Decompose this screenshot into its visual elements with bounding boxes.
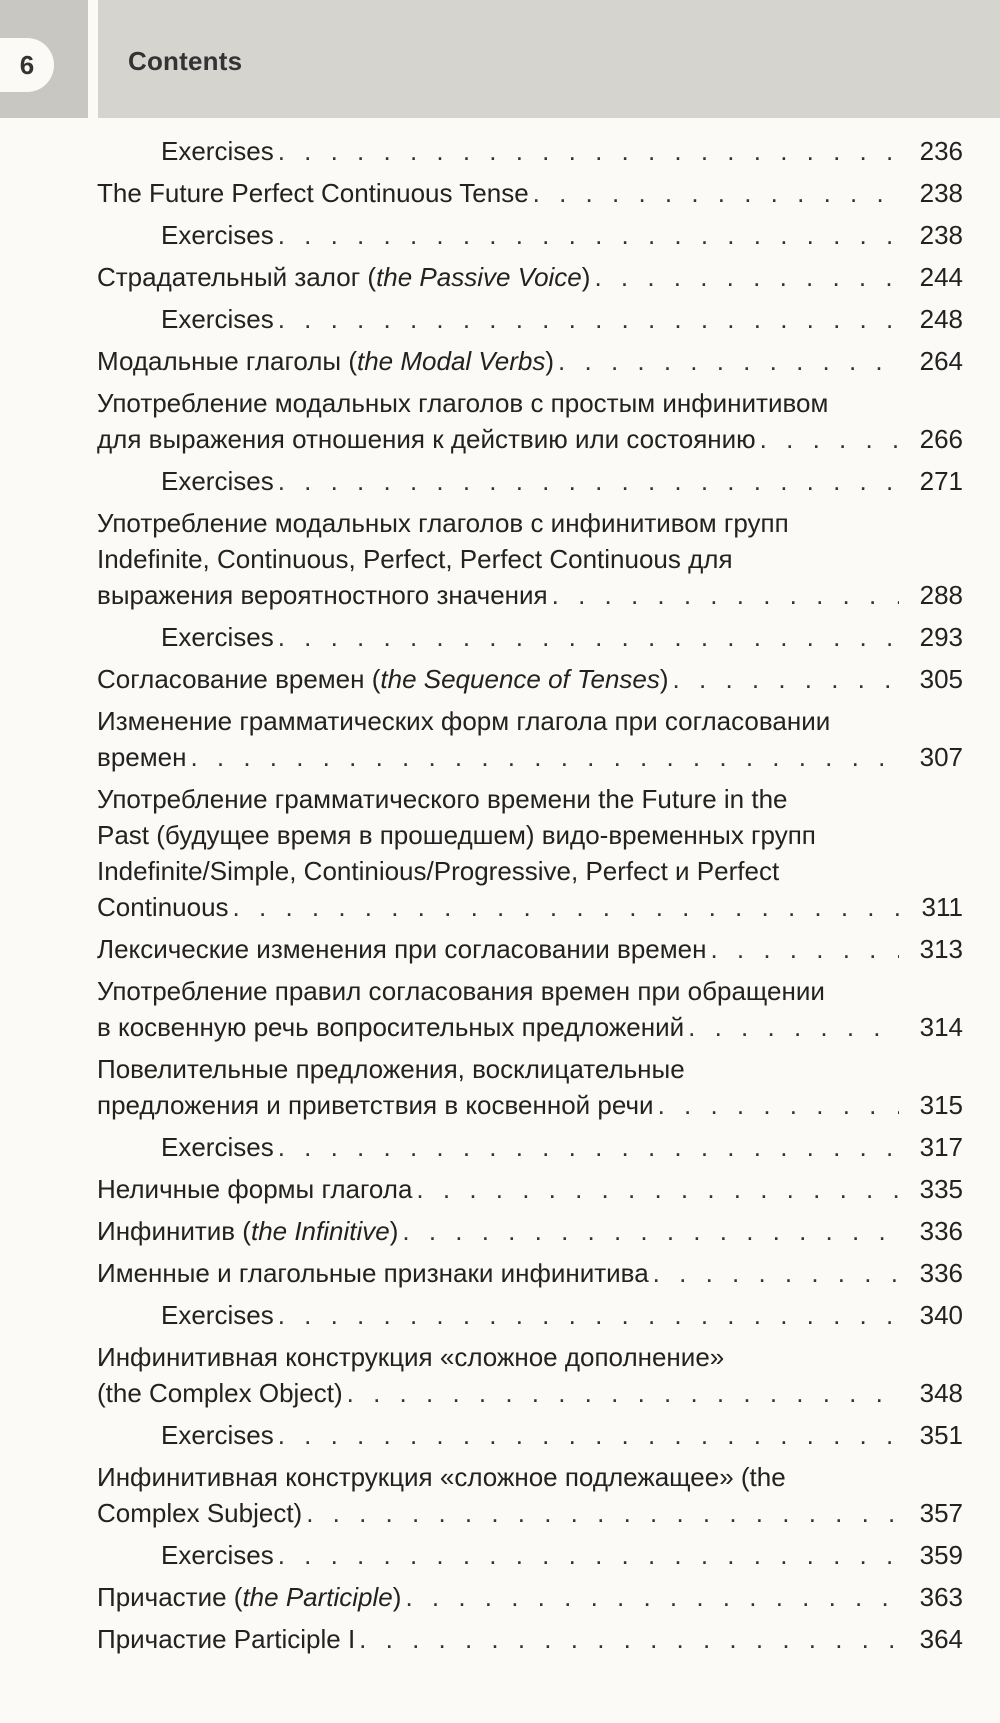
toc-page-number: 348: [919, 1378, 963, 1408]
dot-leaders: [416, 1171, 899, 1207]
toc-entry-title-suffix: ): [545, 346, 555, 376]
toc-entry-title-english: the Modal Verbs: [357, 346, 546, 376]
toc-subentry[interactable]: [97, 1129, 963, 1165]
toc-entry-title: Exercises: [161, 1420, 274, 1450]
toc-subentry[interactable]: [97, 217, 963, 253]
toc-entry-last-line: [97, 1171, 903, 1207]
dot-leaders: [653, 1255, 899, 1291]
toc-entry-title-prefix: Согласование времен (: [97, 664, 381, 694]
toc-page-number: 335: [919, 1174, 963, 1204]
toc-entry-title: [97, 259, 590, 295]
toc-entry-title-english: the Passive Voice: [376, 262, 582, 292]
toc-entry-title: [97, 661, 669, 697]
toc-entry-title: [97, 343, 554, 379]
dot-leaders: [278, 217, 899, 253]
toc-entry-title: Complex Subject): [97, 1498, 303, 1528]
toc-subentry[interactable]: [97, 619, 963, 655]
toc-entry[interactable]: [97, 781, 963, 925]
toc-entry-title: времен: [97, 742, 187, 772]
toc-subentry[interactable]: [97, 463, 963, 499]
toc-entry-title-suffix: ): [581, 262, 591, 292]
toc-entry-last-line: [161, 1417, 903, 1453]
dot-leaders: [347, 1375, 899, 1411]
dot-leaders: [760, 421, 899, 457]
toc-entry-title: (the Complex Object): [97, 1378, 343, 1408]
toc-entry-title: для выражения отношения к действию или состоянию: [97, 424, 756, 454]
toc-page-number: 313: [919, 934, 963, 964]
toc-entry-last-line: [97, 577, 903, 613]
toc-page-number: 340: [919, 1300, 963, 1330]
toc-entry-title: Причастие Participle I: [97, 1624, 356, 1654]
toc-entry-title-prefix: Страдательный залог (: [97, 262, 377, 292]
toc-page-number: 244: [919, 262, 963, 292]
toc-entry[interactable]: [97, 1621, 963, 1657]
table-of-contents: [97, 133, 963, 1663]
dot-leaders: [278, 1129, 899, 1165]
toc-entry-title: Лексические изменения при согласовании времен: [97, 934, 707, 964]
toc-page-number: 238: [919, 220, 963, 250]
toc-entry-last-line: [161, 133, 903, 169]
toc-entry-last-line: [97, 175, 903, 211]
dot-leaders: [278, 619, 899, 655]
toc-entry[interactable]: [97, 175, 963, 211]
toc-page-number: 359: [919, 1540, 963, 1570]
toc-subentry[interactable]: [97, 1417, 963, 1453]
toc-entry-line: Инфинитивная конструкция «сложное дополнение»: [97, 1342, 725, 1372]
toc-page-number: 293: [919, 622, 963, 652]
toc-entry-title: Exercises: [161, 304, 274, 334]
toc-entry-title: [97, 1579, 401, 1615]
toc-page-number: 311: [921, 892, 963, 922]
toc-entry-last-line: [97, 661, 903, 697]
toc-entry-last-line: [161, 1129, 903, 1165]
toc-entry-last-line: [161, 217, 903, 253]
toc-page-number: 271: [919, 466, 963, 496]
dot-leaders: [278, 1297, 899, 1333]
toc-subentry[interactable]: [97, 1537, 963, 1573]
toc-entry-line: Изменение грамматических форм глагола при согласовании: [97, 706, 831, 736]
toc-entry[interactable]: [97, 1051, 963, 1123]
toc-entry-last-line: [97, 1255, 903, 1291]
toc-entry[interactable]: [97, 703, 963, 775]
toc-entry-line: Употребление модальных глаголов с инфинитивом групп: [97, 508, 789, 538]
dot-leaders: [710, 931, 899, 967]
toc-entry-title: Exercises: [161, 220, 274, 250]
toc-entry-last-line: [97, 1621, 903, 1657]
toc-entry[interactable]: [97, 973, 963, 1045]
toc-entry[interactable]: [97, 1579, 963, 1615]
toc-entry-title: Exercises: [161, 1540, 274, 1570]
toc-entry-title-suffix: ): [659, 664, 669, 694]
toc-entry[interactable]: [97, 1171, 963, 1207]
toc-page-number: 305: [919, 664, 963, 694]
toc-entry-last-line: [97, 259, 903, 295]
dot-leaders: [533, 175, 899, 211]
toc-entry-last-line: [97, 739, 903, 775]
toc-entry[interactable]: [97, 931, 963, 967]
toc-entry-line: Употребление модальных глаголов с простым инфинитивом: [97, 388, 829, 418]
toc-entry-title: Неличные формы глагола: [97, 1174, 413, 1204]
toc-entry-last-line: [97, 1009, 903, 1045]
toc-page-number: 336: [919, 1216, 963, 1246]
toc-entry-title-english: the Sequence of Tenses: [380, 664, 660, 694]
toc-entry[interactable]: [97, 1339, 963, 1411]
toc-entry-title-prefix: Модальные глаголы (: [97, 346, 357, 376]
page-number: 6: [0, 38, 54, 92]
toc-page-number: 315: [919, 1090, 963, 1120]
toc-entry-title: Exercises: [161, 622, 274, 652]
toc-entry-title: в косвенную речь вопросительных предложений: [97, 1012, 685, 1042]
toc-entry[interactable]: [97, 259, 963, 295]
toc-entry-title: предложения и приветствия в косвенной речи: [97, 1090, 654, 1120]
toc-entry[interactable]: [97, 1213, 963, 1249]
toc-entry[interactable]: [97, 1255, 963, 1291]
toc-entry-line: Indefinite, Continuous, Perfect, Perfect Continuous для: [97, 544, 733, 574]
toc-entry-last-line: [97, 889, 903, 925]
toc-entry-line: Past (будущее время в прошедшем) видо-временных групп: [97, 820, 816, 850]
toc-entry-title-suffix: ): [389, 1216, 399, 1246]
toc-page-number: 336: [919, 1258, 963, 1288]
toc-entry-last-line: [161, 1537, 903, 1573]
toc-entry-title: Exercises: [161, 466, 274, 496]
toc-page-number: 357: [919, 1498, 963, 1528]
dot-leaders: [233, 889, 899, 925]
toc-entry-title-prefix: Инфинитив (: [97, 1216, 251, 1246]
toc-entry-last-line: [97, 1375, 903, 1411]
toc-entry-title-prefix: Причастие (: [97, 1582, 243, 1612]
toc-page-number: 264: [919, 346, 963, 376]
toc-entry-last-line: [97, 931, 903, 967]
toc-entry-last-line: [97, 1495, 903, 1531]
toc-entry[interactable]: [97, 505, 963, 613]
toc-page-number: 314: [919, 1012, 963, 1042]
toc-entry-title: выражения вероятностного значения: [97, 580, 548, 610]
toc-entry-title-suffix: ): [392, 1582, 402, 1612]
toc-page-number: 248: [919, 304, 963, 334]
toc-page-number: 266: [919, 424, 963, 454]
toc-entry-line: Indefinite/Simple, Continious/Progressive, Perfect и Perfect: [97, 856, 780, 886]
toc-entry-title: Exercises: [161, 136, 274, 166]
toc-entry[interactable]: [97, 385, 963, 457]
toc-entry-last-line: [161, 463, 903, 499]
toc-entry-last-line: [97, 1087, 903, 1123]
toc-entry-line: Употребление грамматического времени the Future in the: [97, 784, 788, 814]
toc-page-number: 288: [919, 580, 963, 610]
toc-entry-last-line: [97, 1213, 903, 1249]
dot-leaders: [359, 1621, 899, 1657]
dot-leaders: [278, 1417, 899, 1453]
toc-entry-line: Употребление правил согласования времен при обращении: [97, 976, 825, 1006]
dot-leaders: [306, 1495, 899, 1531]
toc-entry-title-english: the Infinitive: [250, 1216, 390, 1246]
dot-leaders: [278, 463, 899, 499]
dot-leaders: [278, 301, 899, 337]
toc-entry-title: Именные и глагольные признаки инфинитива: [97, 1258, 649, 1288]
dot-leaders: [688, 1009, 899, 1045]
toc-entry-last-line: [97, 1579, 903, 1615]
toc-entry-line: Инфинитивная конструкция «сложное подлежащее» (the: [97, 1462, 786, 1492]
dot-leaders: [673, 661, 899, 697]
toc-entry-title: [97, 1213, 398, 1249]
toc-page-number: 307: [919, 742, 963, 772]
toc-entry-last-line: [97, 421, 903, 457]
toc-page-number: 351: [919, 1420, 963, 1450]
dot-leaders: [190, 739, 899, 775]
dot-leaders: [278, 133, 899, 169]
toc-page-number: 363: [919, 1582, 963, 1612]
toc-entry-last-line: [161, 1297, 903, 1333]
dot-leaders: [405, 1579, 899, 1615]
toc-entry-title-english: the Participle: [242, 1582, 393, 1612]
toc-page-number: 236: [919, 136, 963, 166]
toc-entry-line: Повелительные предложения, восклицательные: [97, 1054, 685, 1084]
section-title: Contents: [128, 46, 243, 76]
dot-leaders: [558, 343, 899, 379]
toc-entry-last-line: [97, 343, 903, 379]
toc-subentry[interactable]: [97, 1297, 963, 1333]
toc-page-number: 317: [919, 1132, 963, 1162]
toc-subentry[interactable]: [97, 133, 963, 169]
toc-entry[interactable]: [97, 1459, 963, 1531]
toc-entry-last-line: [161, 619, 903, 655]
toc-page-number: 238: [919, 178, 963, 208]
toc-entry-title: Continuous: [97, 892, 229, 922]
toc-page-number: 364: [919, 1624, 963, 1654]
toc-entry[interactable]: [97, 661, 963, 697]
toc-subentry[interactable]: [97, 301, 963, 337]
toc-entry[interactable]: [97, 343, 963, 379]
toc-entry-title: The Future Perfect Continuous Tense: [97, 178, 529, 208]
dot-leaders: [658, 1087, 899, 1123]
dot-leaders: [278, 1537, 899, 1573]
toc-entry-title: Exercises: [161, 1300, 274, 1330]
dot-leaders: [594, 259, 899, 295]
toc-entry-last-line: [161, 301, 903, 337]
dot-leaders: [402, 1213, 899, 1249]
toc-entry-title: Exercises: [161, 1132, 274, 1162]
dot-leaders: [552, 577, 899, 613]
